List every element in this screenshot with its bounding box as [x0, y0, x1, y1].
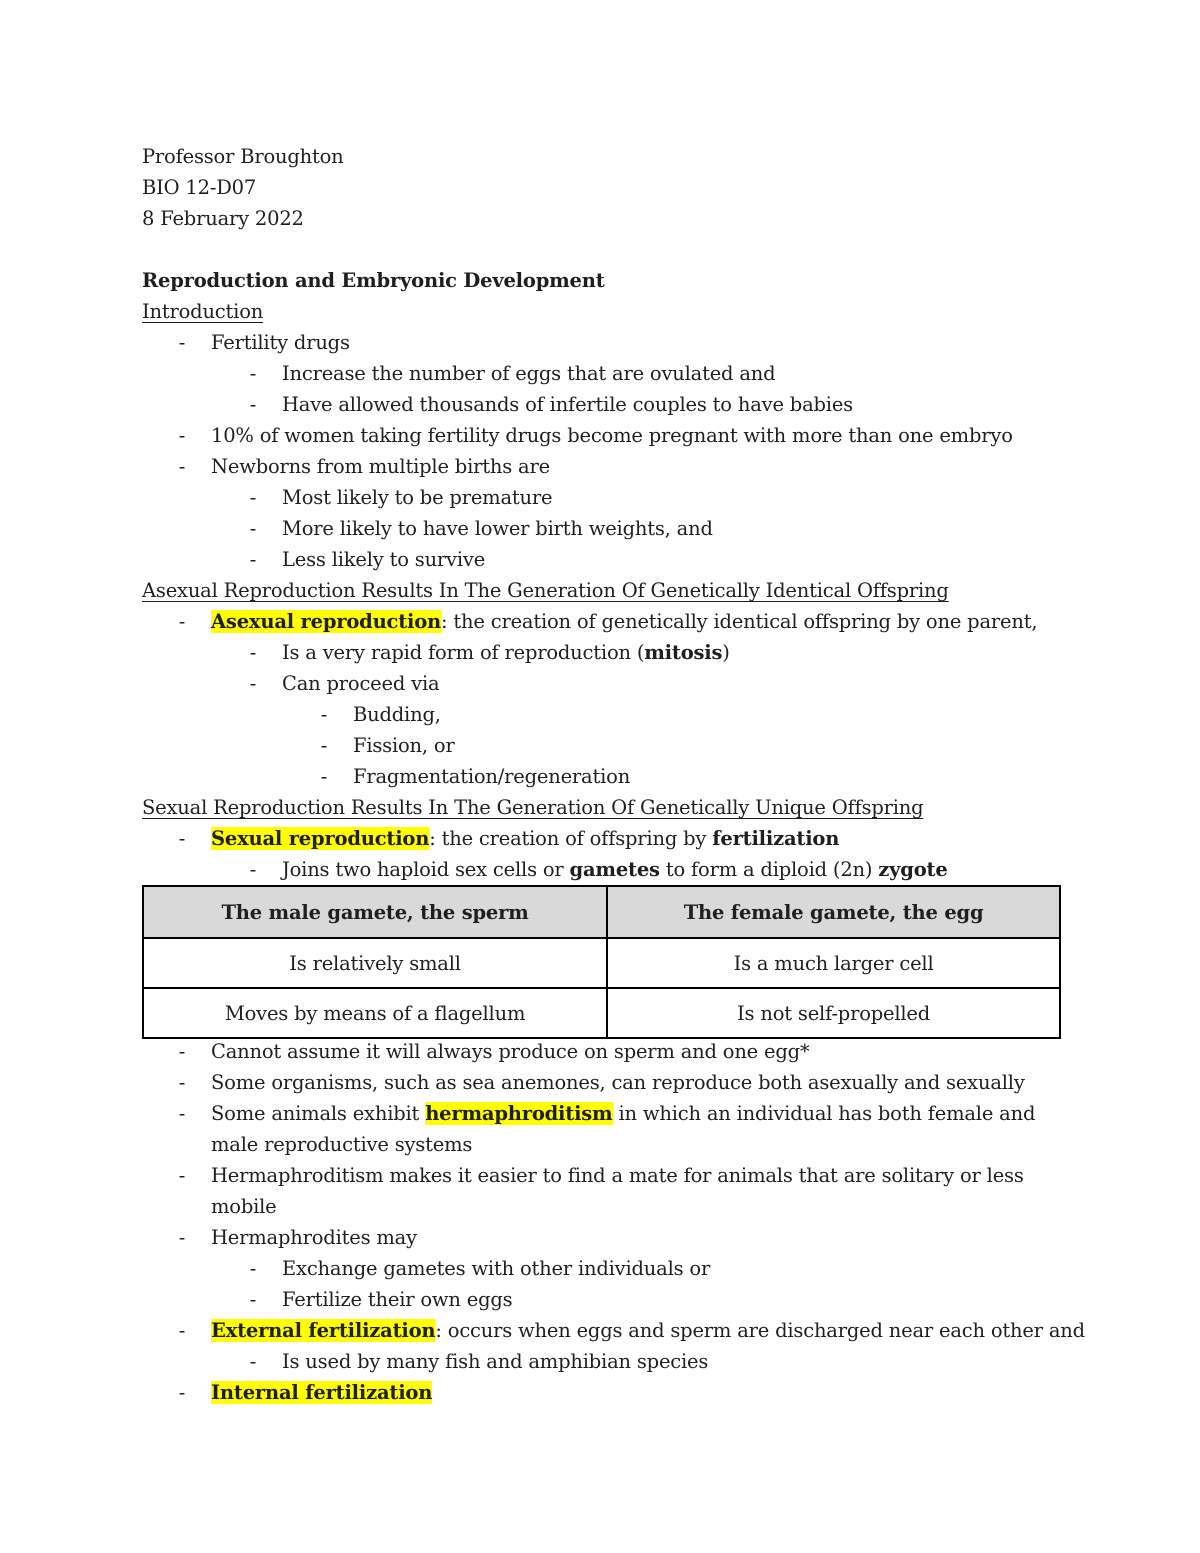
- bullet-dash: -: [249, 858, 257, 881]
- table-cell: Moves by means of a flagellum: [143, 988, 607, 1038]
- bullet-dash: -: [178, 424, 186, 447]
- table-cell: Is a much larger cell: [607, 938, 1060, 988]
- section-heading-introduction: Introduction: [142, 300, 264, 323]
- bullet-dash: -: [249, 641, 257, 664]
- table-header-cell: The male gamete, the sperm: [143, 886, 607, 938]
- table-row: [143, 938, 1060, 988]
- bullet-dash: -: [249, 672, 257, 695]
- bullet-dash: -: [178, 331, 186, 354]
- list-item-continuation: mobile: [211, 1195, 277, 1218]
- highlighted-term: hermaphroditism: [425, 1102, 613, 1125]
- table-cell: Is relatively small: [143, 938, 607, 988]
- document-date: 8 February 2022: [142, 207, 304, 230]
- table-header-cell: The female gamete, the egg: [607, 886, 1060, 938]
- course-code: BIO 12-D07: [142, 176, 257, 199]
- bullet-dash: -: [249, 1350, 257, 1373]
- bullet-dash: -: [178, 1164, 186, 1187]
- bullet-dash: -: [178, 455, 186, 478]
- bullet-dash: -: [178, 1319, 186, 1342]
- table-cell: Is not self-propelled: [607, 988, 1060, 1038]
- highlighted-term: Asexual reproduction: [211, 610, 442, 633]
- bullet-dash: -: [320, 734, 328, 757]
- bullet-dash: -: [178, 1071, 186, 1094]
- bullet-dash: -: [320, 765, 328, 788]
- bullet-dash: -: [178, 1040, 186, 1063]
- bold-term: fertilization: [712, 827, 840, 850]
- bullet-dash: -: [249, 517, 257, 540]
- document-page: Professor Broughton BIO 12-D07 8 February 2022 Reproduction and Embryonic Development Introduction - Fertility drugs - Increase the number of eggs that are ovulated and - Have allowed thousands of infertile couples to have babies - 10% of women taking fertility drugs become pregnant with more than one embryo - Newborns from multiple births are - Most likely to be premature - More likely to have lower birth weights, and - Less likely to survive Asexual Reproduction Results In The Generation Of Genetically Identical Offspring - Asexual reproduction: the creation of genetically identical offspring by one parent, - Is a very rapid form of reproduction (mitosis) - Can proceed via - Budding, - Fission, or - Fragmentation/regeneration Sexual Reproduction Results In The Generation Of Genetically Unique Offspring - Sexual reproduction: the creation of offspring by fertilization - Joins two haploid sex cells or gametes to form a diploid (2n) zygote The male gamete, the sperm The female gamete, the egg Is relatively small Is a much larger cell Moves by means of a flagellum Is not self-propelled - Cannot assume it will always produce on sperm and one egg* - Some organisms, such as sea anemones, can reproduce both asexually and sexually - Some animals exhibit hermaphroditism in which an individual has both female and male reproductive systems - Hermaphroditism makes it easier to find a mate for animals that are solitary or less mobile - Hermaphrodites may - Exchange gametes with other individuals or - Fertilize their own eggs - External fertilization: occurs when eggs and sperm are discharged near each other and - Is used by many fish and amphibian species - Internal fertilization: [0, 0, 1200, 1553]
- bullet-dash: -: [249, 1288, 257, 1311]
- highlighted-term: Sexual reproduction: [211, 827, 430, 850]
- bullet-dash: -: [178, 610, 186, 633]
- bullet-dash: -: [249, 548, 257, 571]
- bullet-dash: -: [178, 1381, 186, 1404]
- bullet-dash: -: [249, 362, 257, 385]
- bold-term: zygote: [878, 858, 948, 881]
- bullet-dash: -: [249, 486, 257, 509]
- document-title: Reproduction and Embryonic Development: [142, 269, 605, 292]
- highlighted-term: Internal fertilization: [211, 1381, 433, 1404]
- professor-name: Professor Broughton: [142, 145, 344, 168]
- bullet-dash: -: [249, 393, 257, 416]
- table-row: [143, 988, 1060, 1038]
- bold-term: mitosis: [644, 641, 723, 664]
- highlighted-term: External fertilization: [211, 1319, 436, 1342]
- bullet-dash: -: [178, 827, 186, 850]
- gamete-comparison-table: [142, 885, 1061, 1039]
- bullet-dash: -: [178, 1226, 186, 1249]
- bullet-dash: -: [320, 703, 328, 726]
- section-heading-sexual: Sexual Reproduction Results In The Generation Of Genetically Unique Offspring: [142, 796, 924, 819]
- table-header-row: [143, 886, 1060, 938]
- bullet-dash: -: [178, 1102, 186, 1125]
- bullet-dash: -: [249, 1257, 257, 1280]
- section-heading-asexual: Asexual Reproduction Results In The Generation Of Genetically Identical Offspring: [142, 579, 949, 602]
- list-item-continuation: male reproductive systems: [211, 1133, 473, 1156]
- bold-term: gametes: [569, 858, 660, 881]
